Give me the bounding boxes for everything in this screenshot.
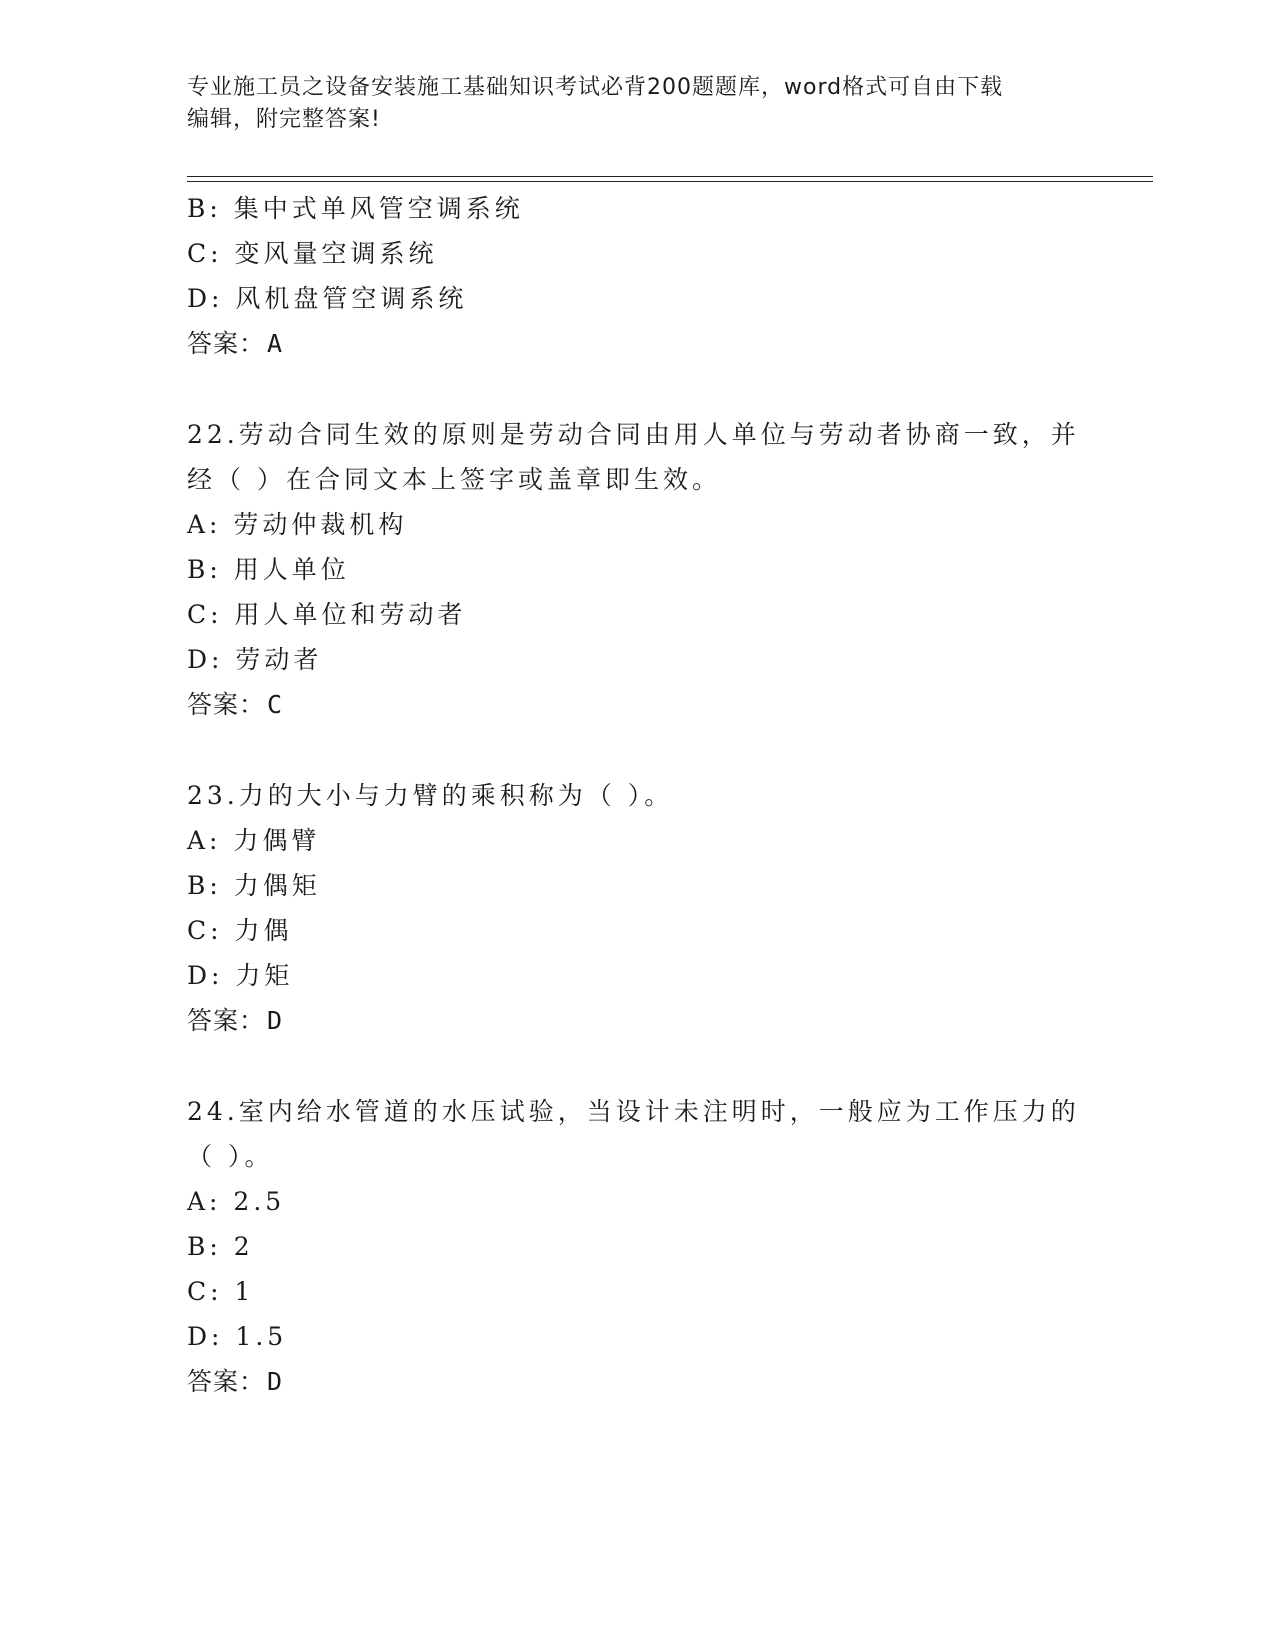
- q24-option-d: D: 1.5: [187, 1322, 288, 1351]
- q22-stem-line-1: 22.劳动合同生效的原则是劳动合同由用人单位与劳动者协商一致，并: [187, 420, 1080, 449]
- q22-stem-line-2: 经（ ）在合同文本上签字或盖章即生效。: [187, 465, 721, 494]
- q22-answer: [187, 690, 283, 720]
- q23-option-d: D: 力矩: [187, 961, 294, 990]
- q21-option-c: C: 变风量空调系统: [187, 239, 438, 268]
- header-line-1: 专业施工员之设备安装施工基础知识考试必背200题题库，word格式可自由下载: [187, 75, 1004, 100]
- q24-option-b: B: 2: [187, 1232, 254, 1261]
- header-divider-top: [187, 176, 1153, 177]
- q23-option-b: B: 力偶矩: [187, 871, 321, 900]
- q24-answer: [187, 1367, 283, 1397]
- answer-value: C: [267, 690, 284, 719]
- q23-option-a: A: 力偶臂: [187, 826, 321, 855]
- answer-label: 答案：: [187, 1006, 266, 1035]
- answer-label: 答案：: [187, 1367, 266, 1396]
- q23-answer: [187, 1006, 283, 1036]
- q23-option-c: C: 力偶: [187, 916, 293, 945]
- q22-option-c: C: 用人单位和劳动者: [187, 600, 467, 629]
- q21-option-d: D: 风机盘管空调系统: [187, 284, 468, 313]
- q22-option-b: B: 用人单位: [187, 555, 350, 584]
- header-line-2: 编辑，附完整答案!: [187, 107, 381, 132]
- answer-value: A: [267, 329, 284, 358]
- answer-value: D: [267, 1367, 284, 1396]
- answer-label: 答案：: [187, 690, 266, 719]
- q23-stem-line-1: 23.力的大小与力臂的乘积称为（ ）。: [187, 781, 674, 810]
- answer-label: 答案：: [187, 329, 266, 358]
- header-divider-bottom: [187, 181, 1153, 182]
- document-header: [187, 72, 1087, 136]
- q24-stem-line-1: 24.室内给水管道的水压试验，当设计未注明时，一般应为工作压力的: [187, 1097, 1080, 1126]
- q24-option-a: A: 2.5: [187, 1187, 286, 1216]
- q21-option-b: B: 集中式单风管空调系统: [187, 194, 524, 223]
- q21-answer: [187, 329, 283, 359]
- q22-option-d: D: 劳动者: [187, 645, 323, 674]
- q24-stem-line-2: （ ）。: [187, 1142, 274, 1171]
- q24-option-c: C: 1: [187, 1277, 255, 1306]
- answer-value: D: [267, 1006, 284, 1035]
- q22-option-a: A: 劳动仲裁机构: [187, 510, 408, 539]
